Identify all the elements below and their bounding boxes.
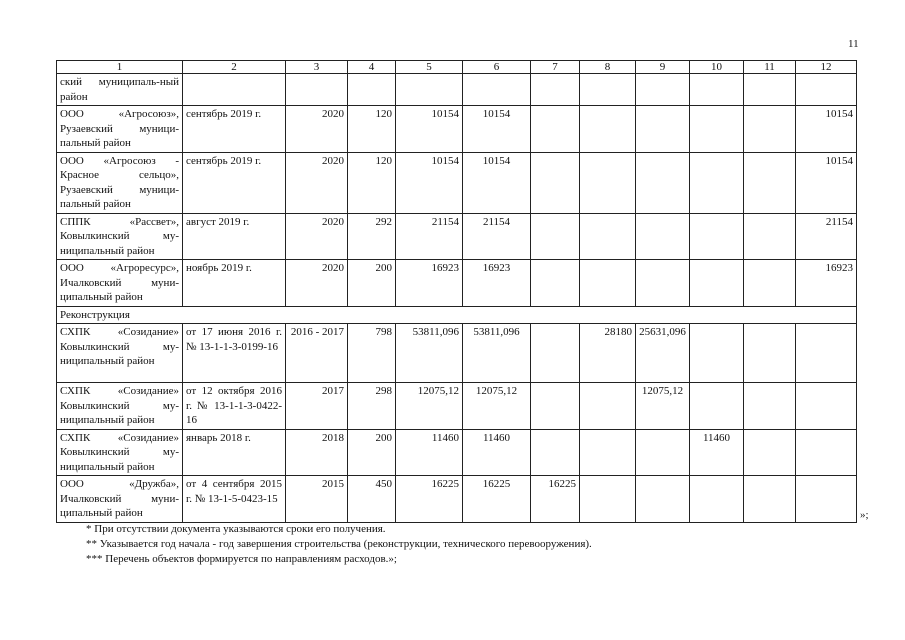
- table-cell: [183, 74, 286, 106]
- table-cell: [744, 324, 796, 383]
- table-cell: [796, 429, 857, 476]
- table-cell: 450: [348, 476, 396, 523]
- table-cell: [744, 106, 796, 153]
- header-cell: 4: [348, 61, 396, 74]
- table-cell: ноябрь 2019 г.: [183, 260, 286, 307]
- table-cell: 16923: [796, 260, 857, 307]
- section-row: [57, 306, 857, 324]
- table-cell: ООО «Агроресурс», Ичалковский муни-ципальный район: [57, 260, 183, 307]
- table-cell: [580, 106, 636, 153]
- table-cell: 16225: [463, 476, 531, 523]
- section-title: Реконструкция: [57, 306, 857, 324]
- table-cell: СППК «Рассвет», Ковылкинский му-ниципальный район: [57, 213, 183, 260]
- header-cell: 7: [531, 61, 580, 74]
- table-cell: [463, 74, 531, 106]
- table-cell: [744, 213, 796, 260]
- table-cell: [690, 260, 744, 307]
- table-cell: 12075,12: [396, 383, 463, 430]
- table-cell: [531, 429, 580, 476]
- table-cell: от 12 октября 2016 г. № 13-1-1-3-0422-16: [183, 383, 286, 430]
- table-cell: [744, 74, 796, 106]
- table-row: [57, 106, 857, 153]
- table-cell: [636, 106, 690, 153]
- header-cell: 10: [690, 61, 744, 74]
- table-cell: 16923: [396, 260, 463, 307]
- table-cell: [531, 74, 580, 106]
- table-cell: [690, 74, 744, 106]
- table-cell: от 4 сентября 2015 г. № 13-1-5-0423-15: [183, 476, 286, 523]
- footnote-3: *** Перечень объектов формируется по направлениям расходов.»;: [86, 553, 397, 565]
- header-cell: 5: [396, 61, 463, 74]
- objects-table: [56, 60, 857, 523]
- table-cell: ский муниципаль-ный район: [57, 74, 183, 106]
- table-cell: 2020: [286, 106, 348, 153]
- table-cell: [580, 383, 636, 430]
- table-cell: 10154: [463, 106, 531, 153]
- table-cell: 12075,12: [463, 383, 531, 430]
- table-cell: 2015: [286, 476, 348, 523]
- table-cell: [531, 152, 580, 213]
- table-cell: 10154: [463, 152, 531, 213]
- table-cell: 11460: [396, 429, 463, 476]
- table-cell: 798: [348, 324, 396, 383]
- table-cell: 2020: [286, 213, 348, 260]
- table-cell: [531, 213, 580, 260]
- table-cell: [796, 324, 857, 383]
- table-cell: 120: [348, 106, 396, 153]
- table-cell: 298: [348, 383, 396, 430]
- table-cell: [744, 152, 796, 213]
- table-cell: [580, 213, 636, 260]
- table-cell: [744, 429, 796, 476]
- footnote-2: ** Указывается год начала - год завершения строительства (реконструкции, технического перевооружения).: [86, 538, 592, 550]
- table-cell: СХПК «Созидание» Ковылкинский му-ниципальный район: [57, 429, 183, 476]
- header-cell: 12: [796, 61, 857, 74]
- table-cell: [531, 260, 580, 307]
- table-cell: 2017: [286, 383, 348, 430]
- table-cell: [636, 152, 690, 213]
- table-cell: от 17 июня 2016 г. № 13-1-1-3-0199-16: [183, 324, 286, 383]
- table-cell: [744, 383, 796, 430]
- table-cell: 11460: [690, 429, 744, 476]
- table-cell: ООО «Агросоюз - Красное сельцо», Рузаевский муници-пальный район: [57, 152, 183, 213]
- table-cell: [580, 476, 636, 523]
- table-cell: 2020: [286, 260, 348, 307]
- header-cell: 2: [183, 61, 286, 74]
- table-cell: [690, 324, 744, 383]
- header-cell: 8: [580, 61, 636, 74]
- table-cell: 28180: [580, 324, 636, 383]
- table-cell: 11460: [463, 429, 531, 476]
- table-cell: [796, 476, 857, 523]
- table-cell: 2018: [286, 429, 348, 476]
- table-cell: 25631,096: [636, 324, 690, 383]
- header-cell: 11: [744, 61, 796, 74]
- header-cell: 1: [57, 61, 183, 74]
- table-cell: [690, 476, 744, 523]
- header-row: [57, 61, 857, 74]
- table-row: [57, 476, 857, 523]
- table-cell: СХПК «Созидание» Ковылкинский му-ниципальный район: [57, 383, 183, 430]
- table-cell: 16225: [396, 476, 463, 523]
- header-cell: 6: [463, 61, 531, 74]
- table-cell: 200: [348, 260, 396, 307]
- table-cell: [690, 152, 744, 213]
- closing-quote-mark: »;: [860, 509, 869, 521]
- table-cell: [636, 429, 690, 476]
- table-cell: ООО «Дружба», Ичалковский муни-ципальный район: [57, 476, 183, 523]
- table-cell: сентябрь 2019 г.: [183, 152, 286, 213]
- table-cell: 10154: [396, 106, 463, 153]
- table-cell: [744, 260, 796, 307]
- table-row: [57, 74, 857, 106]
- table-cell: [690, 213, 744, 260]
- table-cell: 16225: [531, 476, 580, 523]
- table-cell: ООО «Агросоюз», Рузаевский муници-пальный район: [57, 106, 183, 153]
- table-cell: [636, 213, 690, 260]
- table-cell: 200: [348, 429, 396, 476]
- table-cell: 21154: [396, 213, 463, 260]
- table-cell: [796, 383, 857, 430]
- table-cell: [580, 429, 636, 476]
- table-cell: [636, 476, 690, 523]
- table-cell: [286, 74, 348, 106]
- header-cell: 3: [286, 61, 348, 74]
- table-cell: 2016 - 2017: [286, 324, 348, 383]
- table-cell: 292: [348, 213, 396, 260]
- table-row: [57, 324, 857, 383]
- table-cell: январь 2018 г.: [183, 429, 286, 476]
- table-cell: [690, 383, 744, 430]
- table-cell: СХПК «Созидание» Ковылкинский му-ниципальный район: [57, 324, 183, 383]
- table-cell: [636, 260, 690, 307]
- footnotes: [86, 522, 592, 567]
- footnote-1: * При отсутствии документа указываются сроки его получения.: [86, 523, 386, 535]
- table-cell: 10154: [396, 152, 463, 213]
- table-cell: [796, 74, 857, 106]
- table-cell: сентябрь 2019 г.: [183, 106, 286, 153]
- table-cell: 21154: [796, 213, 857, 260]
- table-cell: [580, 260, 636, 307]
- table-cell: [744, 476, 796, 523]
- table-cell: 53811,096: [396, 324, 463, 383]
- table-cell: август 2019 г.: [183, 213, 286, 260]
- table-cell: 21154: [463, 213, 531, 260]
- table-cell: [531, 383, 580, 430]
- table-cell: 16923: [463, 260, 531, 307]
- table-cell: [348, 74, 396, 106]
- table-cell: [531, 324, 580, 383]
- table-row: [57, 213, 857, 260]
- table-cell: [531, 106, 580, 153]
- table-cell: 53811,096: [463, 324, 531, 383]
- table-cell: 10154: [796, 152, 857, 213]
- table-cell: 120: [348, 152, 396, 213]
- table-cell: [580, 152, 636, 213]
- table-cell: [396, 74, 463, 106]
- table-row: [57, 383, 857, 430]
- table-cell: [636, 74, 690, 106]
- table-cell: 2020: [286, 152, 348, 213]
- table-row: [57, 152, 857, 213]
- header-cell: 9: [636, 61, 690, 74]
- table-cell: [580, 74, 636, 106]
- table-row: [57, 429, 857, 476]
- table-cell: 10154: [796, 106, 857, 153]
- page-number: 11: [848, 38, 859, 50]
- table-cell: [690, 106, 744, 153]
- table-row: [57, 260, 857, 307]
- table-cell: 12075,12: [636, 383, 690, 430]
